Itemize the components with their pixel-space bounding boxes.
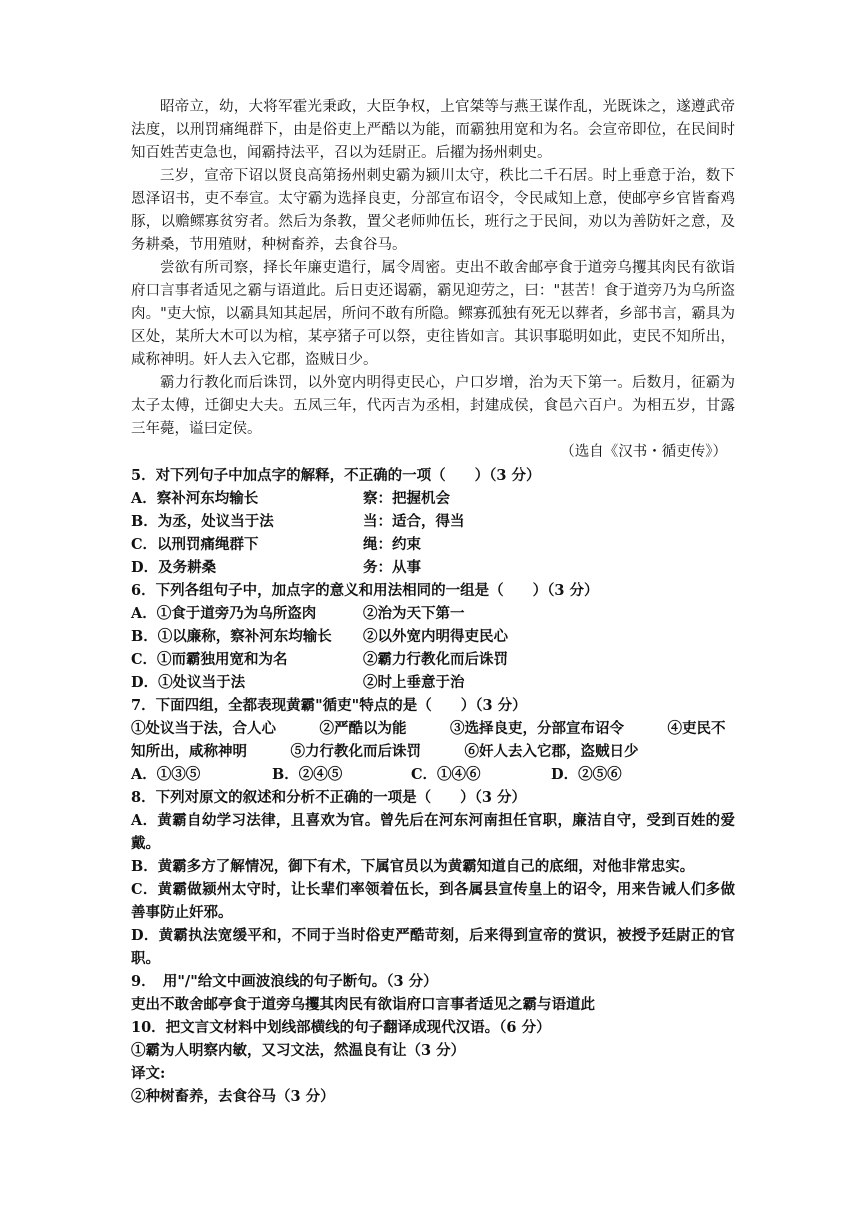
question-7-items-line-2: 知所出，咸称神明 ⑤力行教化而后诛罚 ⑥奸人去入它郡，盗贼日少 bbox=[131, 743, 639, 760]
question-7-stem: 7．下面四组，全都表现黄霸"循吏"特点的是（ ）（3 分） bbox=[131, 697, 527, 714]
option-explanation: 绳：约束 bbox=[363, 536, 421, 553]
translation-label: 译文: bbox=[131, 1065, 166, 1082]
option-sentence-2: ②时上垂意于治 bbox=[363, 674, 465, 691]
question-6-option bbox=[131, 671, 735, 694]
question-5-option bbox=[131, 487, 735, 510]
option-sentence-1: D．①处议当于法 bbox=[131, 674, 246, 691]
question-8-option: B．黄霸多方了解情况，御下有术，下属官员以为黄霸知道自己的底细，对他非常忠实。 bbox=[131, 858, 695, 875]
passage-paragraph: 昭帝立，幼，大将军霍光秉政，大臣争权，上官桀等与燕王谋作乱，光既诛之，遂遵武帝法度，以刑罚痛绳群下，由是俗吏上严酷以为能，而霸独用宽和为名。会宣帝即位，在民间时知百姓苦吏急也，闻霸持法平，召以为廷尉正。后擢为扬州刺史。 bbox=[131, 99, 735, 161]
option-explanation: 察：把握机会 bbox=[363, 490, 450, 507]
passage-paragraph: 尝欲有所司察，择长年廉吏遣行，属令周密。吏出不敢舍邮亭食于道旁乌攫其肉民有欲诣府口言事者适见之霸与语道此。后日吏还谒霸，霸见迎劳之，曰："甚苦！食于道旁乃为乌所盗肉。"吏大惊，以霸具知其起居，所问不敢有所隐。鳏寡孤独有死无以葬者，乡部书言，霸具为区处，某所大木可以为棺，某亭猪子可以祭，吏往皆如言。其识事聪明如此，吏民不知所出，咸称神明。奸人去入它郡，盗贼日少。 bbox=[131, 260, 735, 368]
option-sentence-1: B．①以廉称，察补河东均输长 bbox=[131, 628, 332, 645]
question-7-choices bbox=[131, 763, 735, 786]
question-10-item-1: ①霸为人明察内敏，又习文法，然温良有让（3 分） bbox=[131, 1042, 466, 1059]
exam-page bbox=[131, 96, 735, 1108]
question-10-item-2: ②种树畜养，去食谷马（3 分） bbox=[131, 1088, 335, 1105]
passage-paragraph: 霸力行教化而后诛罚，以外宽内明得吏民心，户口岁增，治为天下第一。后数月，征霸为太子太傅，迁御史大夫。五凤三年，代丙吉为丞相，封建成侯，食邑六百户。为相五岁，甘露三年薨，谥曰定侯。 bbox=[131, 375, 735, 437]
option-sentence-1: A．①食于道旁乃为乌所盗肉 bbox=[131, 605, 317, 622]
question-5-option bbox=[131, 510, 735, 533]
option-sentence-1: C．①而霸独用宽和为名 bbox=[131, 651, 288, 668]
option-sentence: A．察补河东均输长 bbox=[131, 490, 259, 507]
option-explanation: 务：从事 bbox=[363, 559, 421, 576]
choice-b: B．②④⑤ bbox=[272, 766, 343, 783]
option-sentence: B．为丞，处议当于法 bbox=[131, 513, 274, 530]
choice-a: A．①③⑤ bbox=[131, 766, 201, 783]
choice-d: D．②⑤⑥ bbox=[551, 766, 622, 783]
choice-c: C．①④⑥ bbox=[411, 766, 481, 783]
option-sentence: D．及务耕桑 bbox=[131, 559, 217, 576]
question-5-option bbox=[131, 533, 735, 556]
question-10-stem: 10．把文言文材料中划线部横线的句子翻译成现代汉语。（6 分） bbox=[131, 1019, 551, 1036]
option-sentence-2: ②霸力行教化而后诛罚 bbox=[363, 651, 508, 668]
question-6-option bbox=[131, 625, 735, 648]
option-sentence-2: ②以外宽内明得吏民心 bbox=[363, 628, 508, 645]
passage-source: （选自《汉书・循吏传》） bbox=[560, 444, 727, 460]
question-8-option: D．黄霸执法宽缓平和，不同于当时俗吏严酷苛刻，后来得到宣帝的赏识，被授予廷尉正的官职。 bbox=[131, 927, 735, 967]
question-6-stem: 6．下列各组句子中，加点字的意义和用法相同的一组是（ ）（3 分） bbox=[131, 582, 599, 599]
question-6-option bbox=[131, 648, 735, 671]
passage-paragraph: 三岁，宣帝下诏以贤良高第扬州刺史霸为颍川太守，秩比二千石居。时上垂意于治，数下恩泽诏书，吏不奉宣。太守霸为选择良吏，分部宣布诏令，令民咸知上意，使邮亭乡官皆畜鸡豚，以赡鳏寡贫穷者。然后为条教，置父老师帅伍长，班行之于民间，劝以为善防奸之意，及务耕桑，节用殖财，种树畜养，去食谷马。 bbox=[131, 168, 735, 253]
question-7-items-line-1: ①处议当于法，合人心 ②严酷以为能 ③选择良吏，分部宣布诏令 ④吏民不 bbox=[131, 720, 726, 737]
question-9-sentence: 吏出不敢舍邮亭食于道旁乌攫其肉民有欲诣府口言事者适见之霸与语道此 bbox=[131, 996, 595, 1013]
question-5-stem: 5．对下列句子中加点字的解释，不正确的一项（ ）（3 分） bbox=[131, 467, 541, 484]
question-8-option: C．黄霸做颍州太守时，让长辈们率领着伍长，到各属县宣传皇上的诏令，用来告诫人们多做善事防止奸邪。 bbox=[131, 881, 735, 921]
option-sentence: C．以刑罚痛绳群下 bbox=[131, 536, 259, 553]
question-8-option: A．黄霸自幼学习法律，且喜欢为官。曾先后在河东河南担任官职，廉洁自守，受到百姓的爱戴。 bbox=[131, 812, 735, 852]
question-9-stem: 9． 用"/"给文中画波浪线的句子断句。（3 分） bbox=[131, 973, 438, 990]
question-8-stem: 8．下列对原文的叙述和分析不正确的一项是（ ）（3 分） bbox=[131, 789, 526, 806]
question-6-option bbox=[131, 602, 735, 625]
option-sentence-2: ②治为天下第一 bbox=[363, 605, 465, 622]
question-5-option bbox=[131, 556, 735, 579]
option-explanation: 当：适合，得当 bbox=[363, 513, 465, 530]
